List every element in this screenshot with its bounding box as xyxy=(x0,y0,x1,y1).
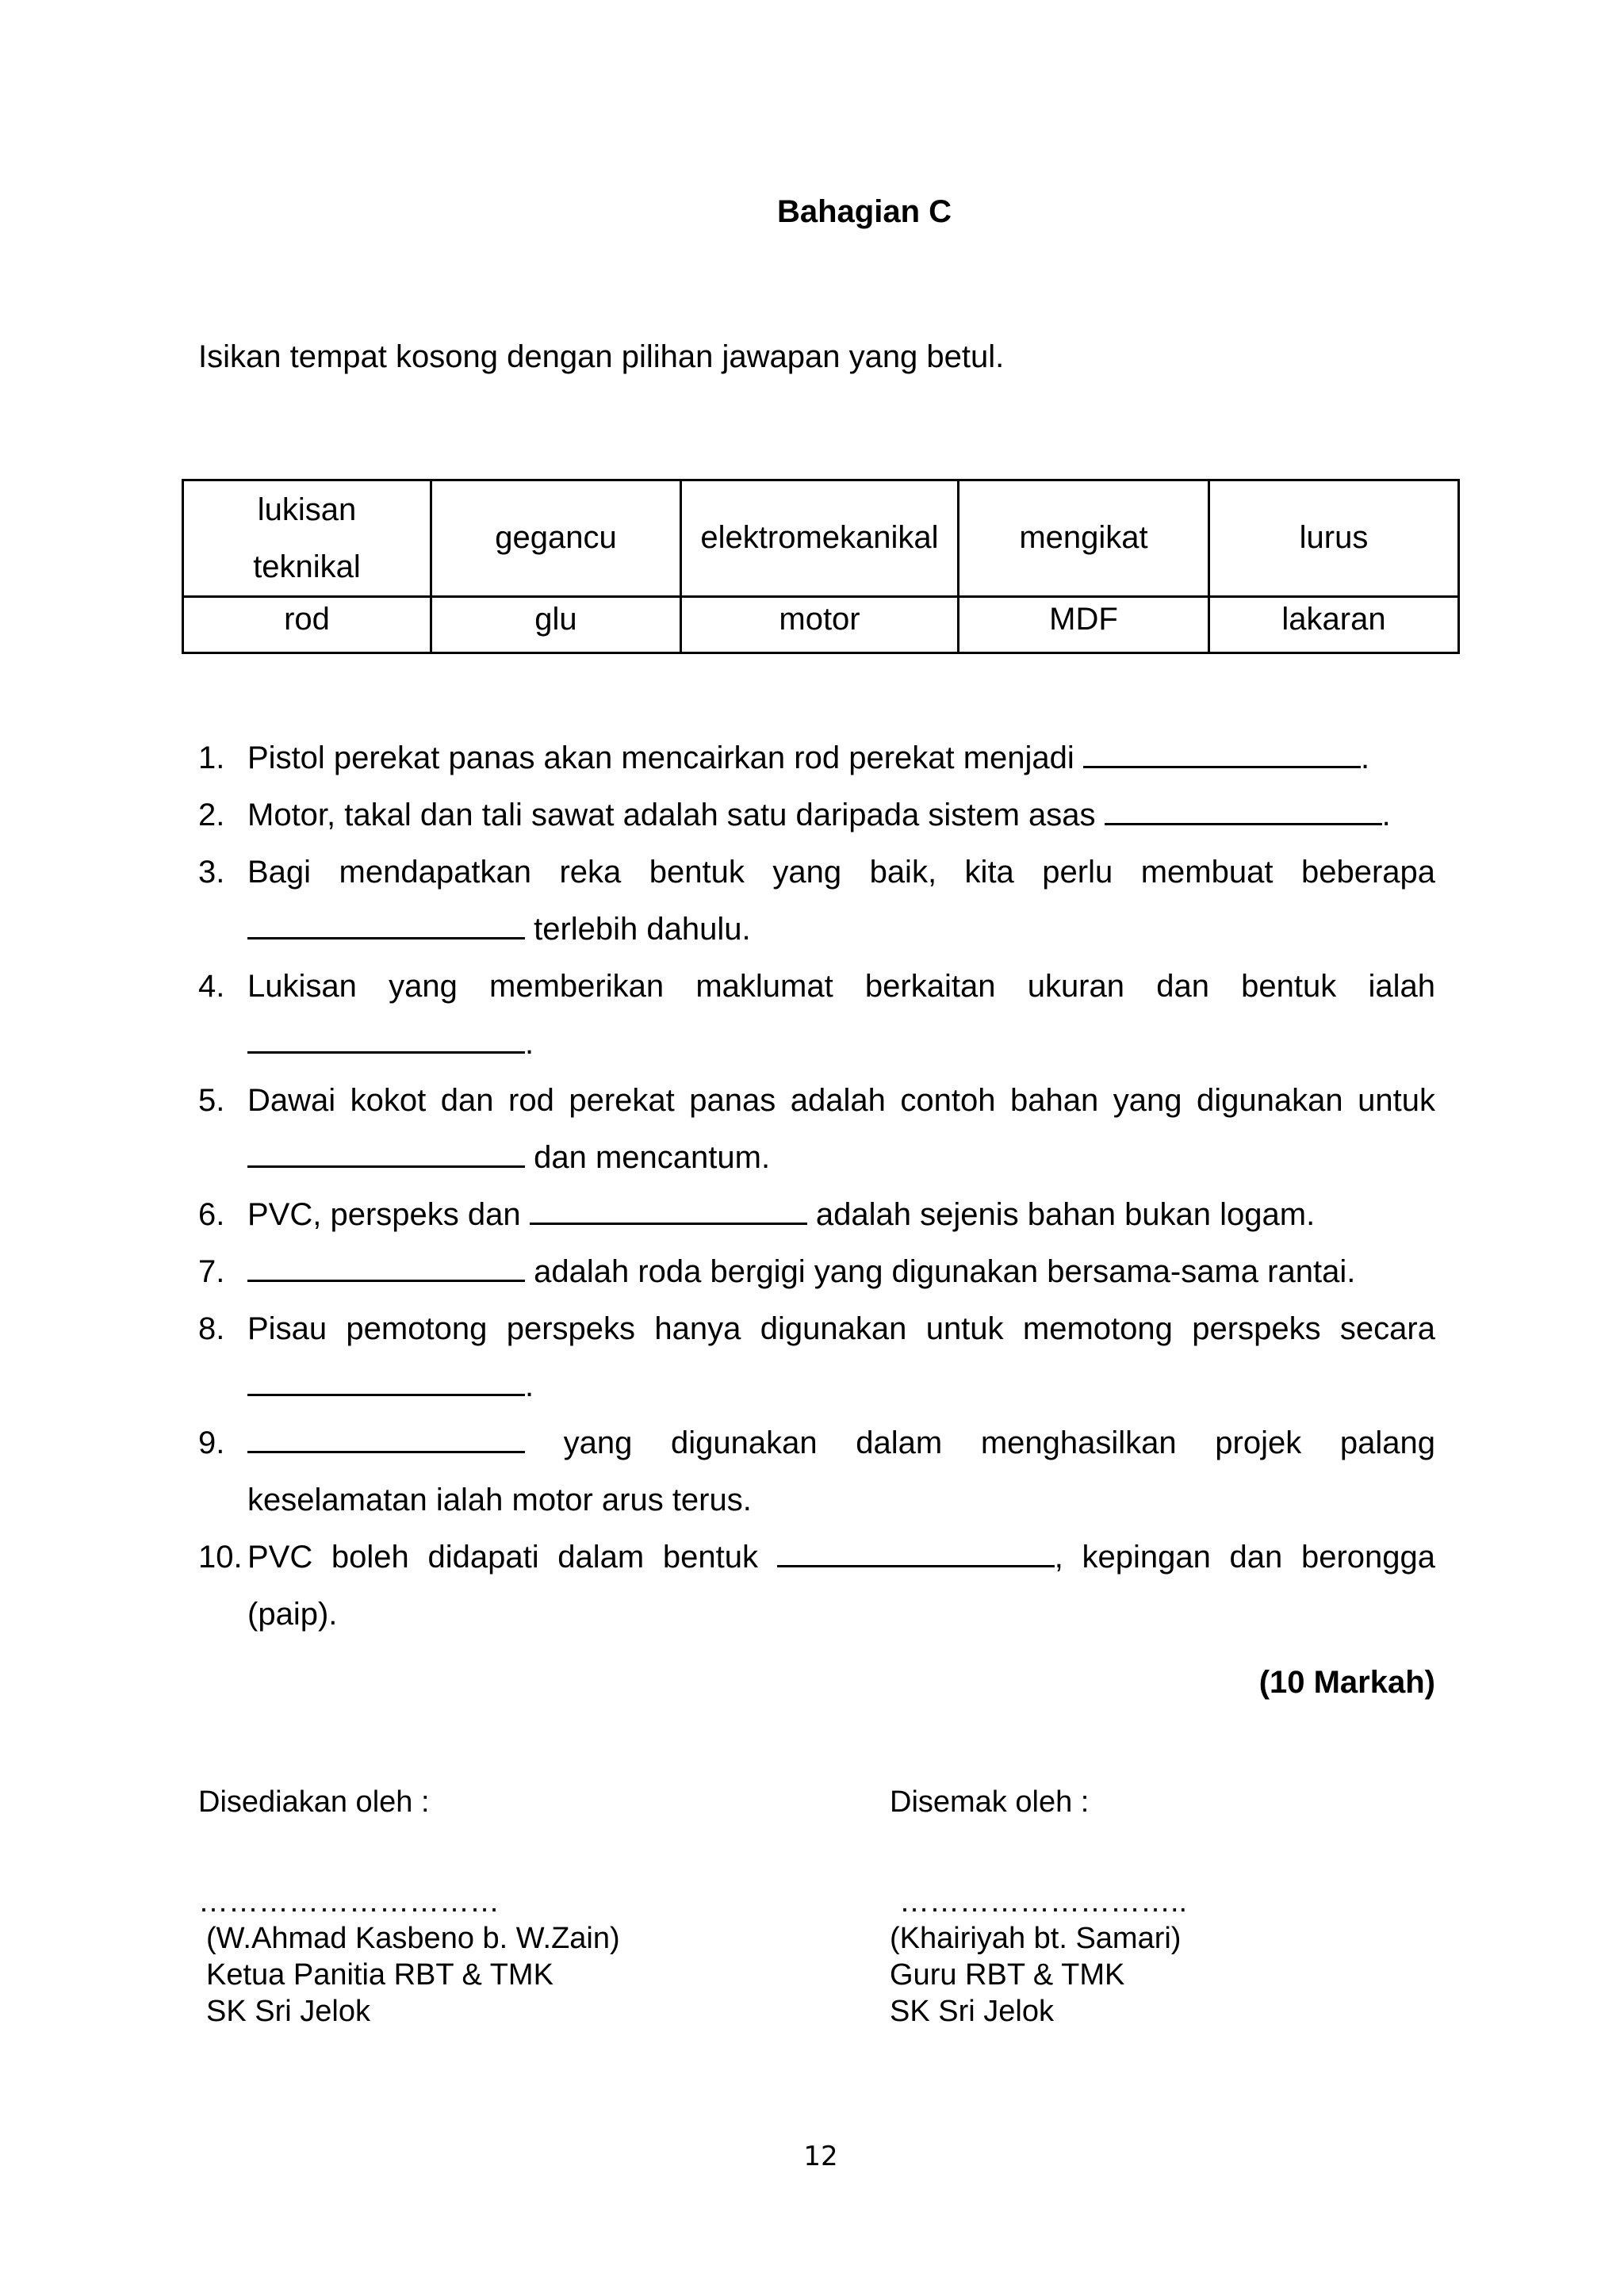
signatory-school: SK Sri Jelok xyxy=(206,1995,370,2028)
question-list xyxy=(198,729,1435,1643)
option-cell: rod xyxy=(183,597,431,653)
page-number: 12 xyxy=(803,2141,838,2172)
answer-blank[interactable] xyxy=(777,1538,1055,1567)
signatory-name: (W.Ahmad Kasbeno b. W.Zain) xyxy=(206,1922,620,1955)
option-text: lukisan xyxy=(257,492,357,527)
question-number: 8. xyxy=(198,1311,225,1346)
prepared-by-label: Disediakan oleh : xyxy=(198,1785,430,1819)
answer-blank[interactable] xyxy=(1105,796,1382,825)
answer-blank[interactable] xyxy=(247,910,525,939)
total-marks: (10 Markah) xyxy=(1258,1665,1435,1700)
option-cell xyxy=(681,480,959,597)
question-text: PVC, perspeks dan xyxy=(247,1197,530,1232)
question-item xyxy=(198,1072,1435,1186)
question-number: 10. xyxy=(198,1540,243,1575)
answer-blank[interactable] xyxy=(530,1196,807,1225)
signatory-title: Guru RBT & TMK xyxy=(890,1958,1125,1992)
signatory-name: (Khairiyah bt. Samari) xyxy=(890,1922,1182,1955)
question-text: yang digunakan dalam menghasilkan projek palang keselamatan ialah motor arus terus. xyxy=(247,1425,1435,1517)
option-text: elektromekanikal xyxy=(700,520,939,555)
answer-blank[interactable] xyxy=(247,1138,525,1168)
option-cell xyxy=(183,480,431,597)
option-cell xyxy=(431,480,681,597)
question-item xyxy=(198,1529,1435,1643)
question-text: terlebih dahulu. xyxy=(525,912,751,947)
question-item xyxy=(198,1243,1435,1300)
question-text: . xyxy=(525,1368,534,1403)
options-row-1 xyxy=(183,480,1459,597)
question-text: Dawai kokot dan rod perekat panas adalah contoh bahan yang digunakan untuk xyxy=(247,1083,1435,1118)
question-item xyxy=(198,958,1435,1072)
question-number: 1. xyxy=(198,740,225,775)
option-text: gegancu xyxy=(495,520,617,555)
option-text: lurus xyxy=(1299,520,1369,555)
question-number: 3. xyxy=(198,855,225,890)
question-text: dan mencantum. xyxy=(525,1140,771,1175)
signature-line: ……………………….. xyxy=(899,1885,1188,1919)
answer-blank[interactable] xyxy=(247,1424,525,1453)
option-cell: motor xyxy=(681,597,959,653)
signature-line: ………………………… xyxy=(198,1885,500,1919)
option-text: mengikat xyxy=(1019,520,1148,555)
question-number: 2. xyxy=(198,798,225,832)
answer-blank[interactable] xyxy=(247,1367,525,1396)
option-cell: glu xyxy=(431,597,681,653)
instruction-text: Isikan tempat kosong dengan pilihan jawapan yang betul. xyxy=(198,339,1005,374)
option-cell xyxy=(1209,480,1459,597)
question-number: 9. xyxy=(198,1425,225,1460)
section-title: Bahagian C xyxy=(776,194,952,229)
question-item xyxy=(198,1186,1435,1243)
question-text: . xyxy=(525,1026,534,1061)
question-text: adalah roda bergigi yang digunakan bersama-sama rantai. xyxy=(525,1254,1356,1289)
prepared-by-block xyxy=(198,1784,620,2030)
checked-by-label: Disemak oleh : xyxy=(890,1785,1090,1819)
option-cell: MDF xyxy=(959,597,1209,653)
question-text: Pisau pemotong perspeks hanya digunakan untuk memotong perspeks secara xyxy=(247,1311,1435,1346)
option-text: teknikal xyxy=(253,549,361,584)
answer-options-table xyxy=(182,479,1460,654)
answer-blank[interactable] xyxy=(247,1253,525,1282)
checked-by-block xyxy=(890,1784,1187,2030)
question-text: Pistol perekat panas akan mencairkan rod perekat menjadi xyxy=(247,740,1083,775)
option-cell: lakaran xyxy=(1209,597,1459,653)
question-number: 7. xyxy=(198,1254,225,1289)
question-item xyxy=(198,1414,1435,1529)
option-cell xyxy=(959,480,1209,597)
question-text: adalah sejenis bahan bukan logam. xyxy=(806,1197,1316,1232)
options-row-2 xyxy=(183,597,1459,653)
question-item xyxy=(198,844,1435,958)
signatory-title: Ketua Panitia RBT & TMK xyxy=(206,1958,553,1992)
question-text: , kepingan dan berongga (paip). xyxy=(247,1540,1435,1632)
signatory-school: SK Sri Jelok xyxy=(890,1995,1054,2028)
question-number: 5. xyxy=(198,1083,225,1118)
answer-blank[interactable] xyxy=(1083,739,1361,768)
answer-blank[interactable] xyxy=(247,1024,525,1054)
question-text: PVC boleh didapati dalam bentuk xyxy=(247,1540,777,1575)
question-item xyxy=(198,729,1435,786)
question-item xyxy=(198,1300,1435,1414)
question-item xyxy=(198,786,1435,844)
question-text: . xyxy=(1381,798,1391,832)
question-text: Bagi mendapatkan reka bentuk yang baik, kita perlu membuat beberapa xyxy=(247,855,1435,890)
question-text: Lukisan yang memberikan maklumat berkaitan ukuran dan bentuk ialah xyxy=(247,969,1435,1004)
question-text: Motor, takal dan tali sawat adalah satu daripada sistem asas xyxy=(247,798,1105,832)
question-number: 6. xyxy=(198,1197,225,1232)
question-number: 4. xyxy=(198,969,225,1004)
question-text: . xyxy=(1360,740,1370,775)
